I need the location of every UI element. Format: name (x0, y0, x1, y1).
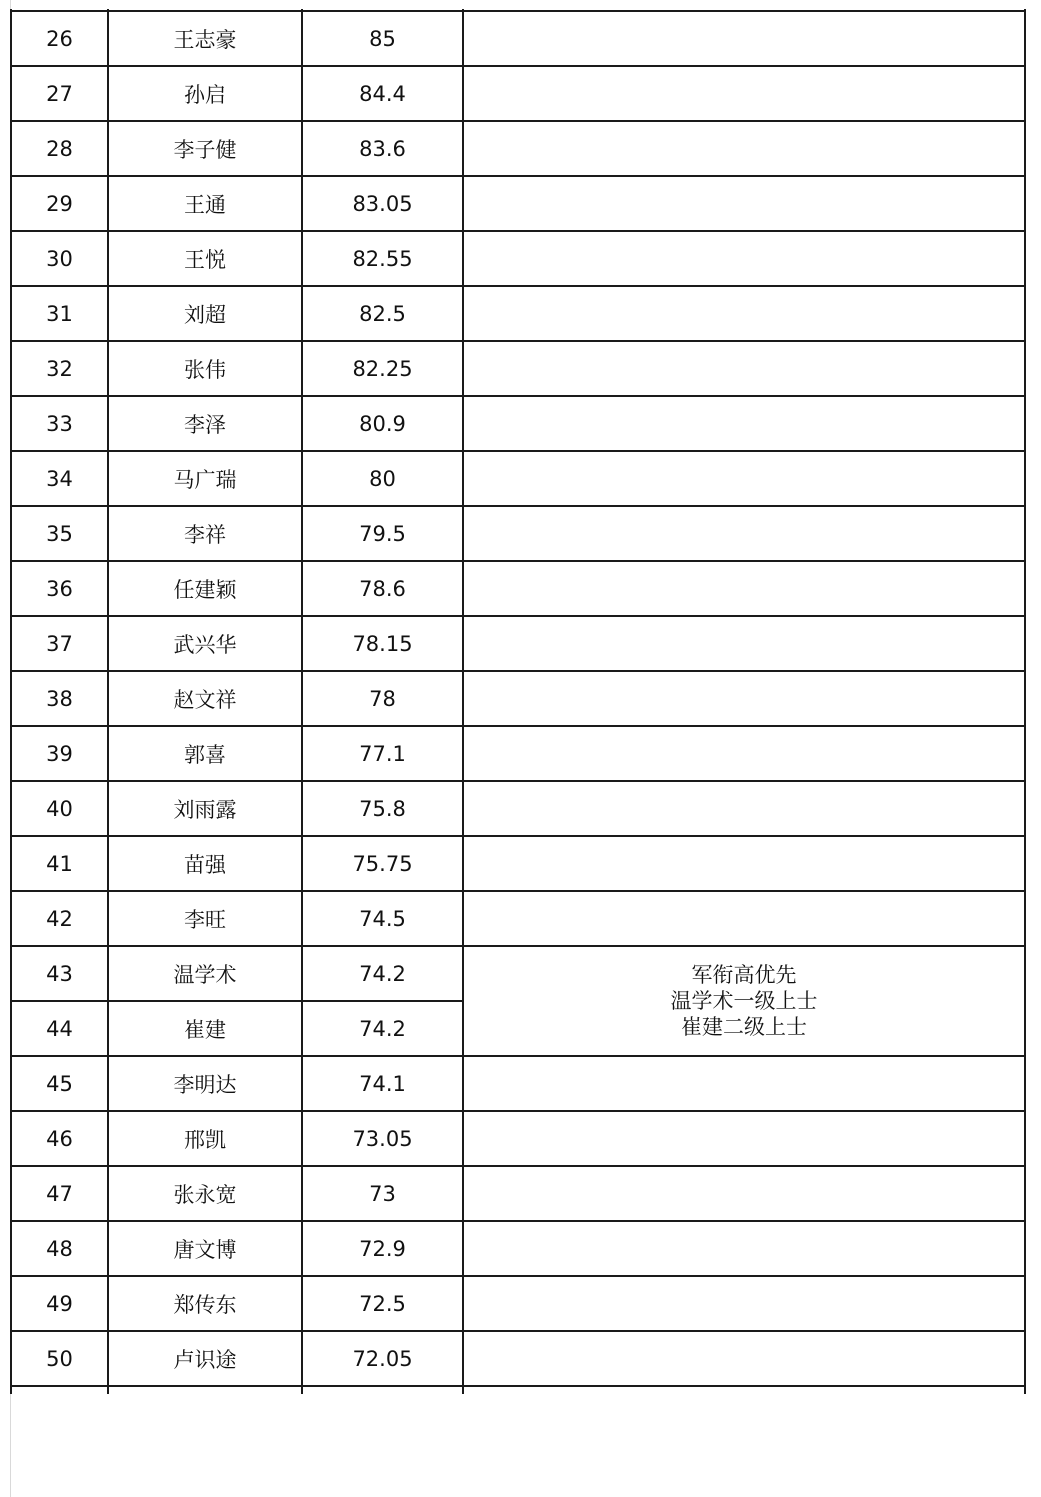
note-cell[interactable] (463, 671, 1025, 726)
name-cell[interactable]: 李泽 (108, 396, 302, 451)
rank-cell[interactable]: 28 (11, 121, 108, 176)
rank-cell[interactable]: 29 (11, 176, 108, 231)
name-cell[interactable]: 任建颖 (108, 561, 302, 616)
table-row (11, 616, 1025, 671)
score-cell[interactable]: 84.4 (302, 66, 463, 121)
rank-cell[interactable]: 46 (11, 1111, 108, 1166)
table-row (11, 1166, 1025, 1221)
table-row (11, 1276, 1025, 1331)
rank-cell[interactable]: 43 (11, 946, 108, 1001)
table-row (11, 1111, 1025, 1166)
note-cell[interactable] (463, 66, 1025, 121)
merged-note-cell[interactable] (463, 946, 1025, 1056)
note-cell[interactable] (463, 231, 1025, 286)
table-row (11, 1221, 1025, 1276)
rank-cell[interactable]: 32 (11, 341, 108, 396)
score-cell[interactable]: 78.15 (302, 616, 463, 671)
gridline-right (1024, 0, 1041, 1497)
note-line: 军衔高优先 (691, 963, 797, 987)
name-cell[interactable]: 张伟 (108, 341, 302, 396)
score-table-body (11, 9, 1025, 1394)
table-row (11, 561, 1025, 616)
rank-cell[interactable]: 35 (11, 506, 108, 561)
rank-cell[interactable]: 44 (11, 1001, 108, 1056)
rank-cell[interactable]: 47 (11, 1166, 108, 1221)
table-row (11, 121, 1025, 176)
rank-cell[interactable]: 42 (11, 891, 108, 946)
name-cell[interactable]: 武兴华 (108, 616, 302, 671)
score-cell[interactable]: 74.5 (302, 891, 463, 946)
note-cell[interactable] (463, 286, 1025, 341)
score-cell[interactable]: 74.2 (302, 1001, 463, 1056)
score-cell[interactable]: 75.75 (302, 836, 463, 891)
score-table (10, 9, 1026, 1394)
note-cell[interactable] (463, 1056, 1025, 1111)
rank-cell[interactable]: 34 (11, 451, 108, 506)
table-row (11, 891, 1025, 946)
score-cell[interactable]: 72.5 (302, 1276, 463, 1331)
score-cell[interactable]: 73 (302, 1166, 463, 1221)
score-cell[interactable]: 72.9 (302, 1221, 463, 1276)
table-row (11, 506, 1025, 561)
rank-cell[interactable]: 31 (11, 286, 108, 341)
name-cell[interactable]: 王志豪 (108, 11, 302, 66)
note-cell[interactable] (463, 506, 1025, 561)
name-cell[interactable]: 赵文祥 (108, 671, 302, 726)
note-cell[interactable] (463, 1331, 1025, 1386)
score-cell[interactable]: 83.6 (302, 121, 463, 176)
rank-cell[interactable]: 27 (11, 66, 108, 121)
note-cell[interactable] (463, 891, 1025, 946)
name-cell[interactable]: 王悦 (108, 231, 302, 286)
note-cell[interactable] (463, 561, 1025, 616)
note-cell[interactable] (463, 451, 1025, 506)
name-cell[interactable]: 刘雨露 (108, 781, 302, 836)
note-cell[interactable] (463, 1276, 1025, 1331)
note-cell[interactable] (463, 726, 1025, 781)
table-row-stub-bottom (11, 1386, 1025, 1394)
score-cell[interactable]: 75.8 (302, 781, 463, 836)
rank-cell[interactable]: 48 (11, 1221, 108, 1276)
table-row (11, 231, 1025, 286)
name-cell[interactable]: 唐文博 (108, 1221, 302, 1276)
table-row (11, 341, 1025, 396)
rank-cell[interactable]: 36 (11, 561, 108, 616)
table-row (11, 396, 1025, 451)
score-cell[interactable]: 78.6 (302, 561, 463, 616)
score-cell[interactable]: 85 (302, 11, 463, 66)
name-cell[interactable]: 李旺 (108, 891, 302, 946)
name-cell[interactable]: 郑传东 (108, 1276, 302, 1331)
note-cell[interactable] (463, 1221, 1025, 1276)
score-cell[interactable]: 82.55 (302, 231, 463, 286)
note-cell[interactable] (463, 121, 1025, 176)
note-cell[interactable] (463, 176, 1025, 231)
table-row (11, 1331, 1025, 1386)
note-cell[interactable] (463, 1111, 1025, 1166)
score-cell[interactable]: 82.5 (302, 286, 463, 341)
name-cell[interactable]: 刘超 (108, 286, 302, 341)
name-cell[interactable]: 卢识途 (108, 1331, 302, 1386)
table-row (11, 726, 1025, 781)
score-cell[interactable]: 80 (302, 451, 463, 506)
rank-cell[interactable]: 33 (11, 396, 108, 451)
name-cell[interactable]: 马广瑞 (108, 451, 302, 506)
note-cell[interactable] (463, 11, 1025, 66)
score-cell[interactable]: 74.2 (302, 946, 463, 1001)
score-cell[interactable]: 73.05 (302, 1111, 463, 1166)
note-cell[interactable] (463, 341, 1025, 396)
rank-cell[interactable]: 40 (11, 781, 108, 836)
score-cell[interactable]: 82.25 (302, 341, 463, 396)
note-cell[interactable] (463, 836, 1025, 891)
rank-cell[interactable]: 30 (11, 231, 108, 286)
note-line: 崔建二级上士 (681, 1015, 807, 1039)
score-cell[interactable]: 79.5 (302, 506, 463, 561)
name-cell[interactable]: 王通 (108, 176, 302, 231)
table-row (11, 451, 1025, 506)
score-cell[interactable]: 77.1 (302, 726, 463, 781)
score-cell[interactable]: 78 (302, 671, 463, 726)
table-row (11, 671, 1025, 726)
note-cell[interactable] (463, 616, 1025, 671)
name-cell[interactable]: 李祥 (108, 506, 302, 561)
name-cell[interactable]: 温学术 (108, 946, 302, 1001)
table-row (11, 946, 1025, 1001)
rank-cell[interactable]: 37 (11, 616, 108, 671)
score-cell[interactable]: 83.05 (302, 176, 463, 231)
name-cell[interactable]: 孙启 (108, 66, 302, 121)
table-row (11, 11, 1025, 66)
note-cell[interactable] (463, 1166, 1025, 1221)
table-row (11, 836, 1025, 891)
note-cell[interactable] (463, 396, 1025, 451)
name-cell[interactable]: 崔建 (108, 1001, 302, 1056)
rank-cell[interactable]: 26 (11, 11, 108, 66)
name-cell[interactable]: 郭喜 (108, 726, 302, 781)
table-row (11, 66, 1025, 121)
score-cell[interactable]: 74.1 (302, 1056, 463, 1111)
note-cell[interactable] (463, 781, 1025, 836)
rank-cell[interactable]: 41 (11, 836, 108, 891)
name-cell[interactable]: 苗强 (108, 836, 302, 891)
rank-cell[interactable]: 49 (11, 1276, 108, 1331)
score-cell[interactable]: 72.05 (302, 1331, 463, 1386)
name-cell[interactable]: 邢凯 (108, 1111, 302, 1166)
score-cell[interactable]: 80.9 (302, 396, 463, 451)
rank-cell[interactable]: 38 (11, 671, 108, 726)
table-row (11, 286, 1025, 341)
name-cell[interactable]: 李明达 (108, 1056, 302, 1111)
note-line: 温学术一级上士 (670, 989, 818, 1013)
table-row (11, 1056, 1025, 1111)
name-cell[interactable]: 李子健 (108, 121, 302, 176)
rank-cell[interactable]: 45 (11, 1056, 108, 1111)
table-row (11, 781, 1025, 836)
rank-cell[interactable]: 39 (11, 726, 108, 781)
rank-cell[interactable]: 50 (11, 1331, 108, 1386)
name-cell[interactable]: 张永宽 (108, 1166, 302, 1221)
table-row (11, 176, 1025, 231)
